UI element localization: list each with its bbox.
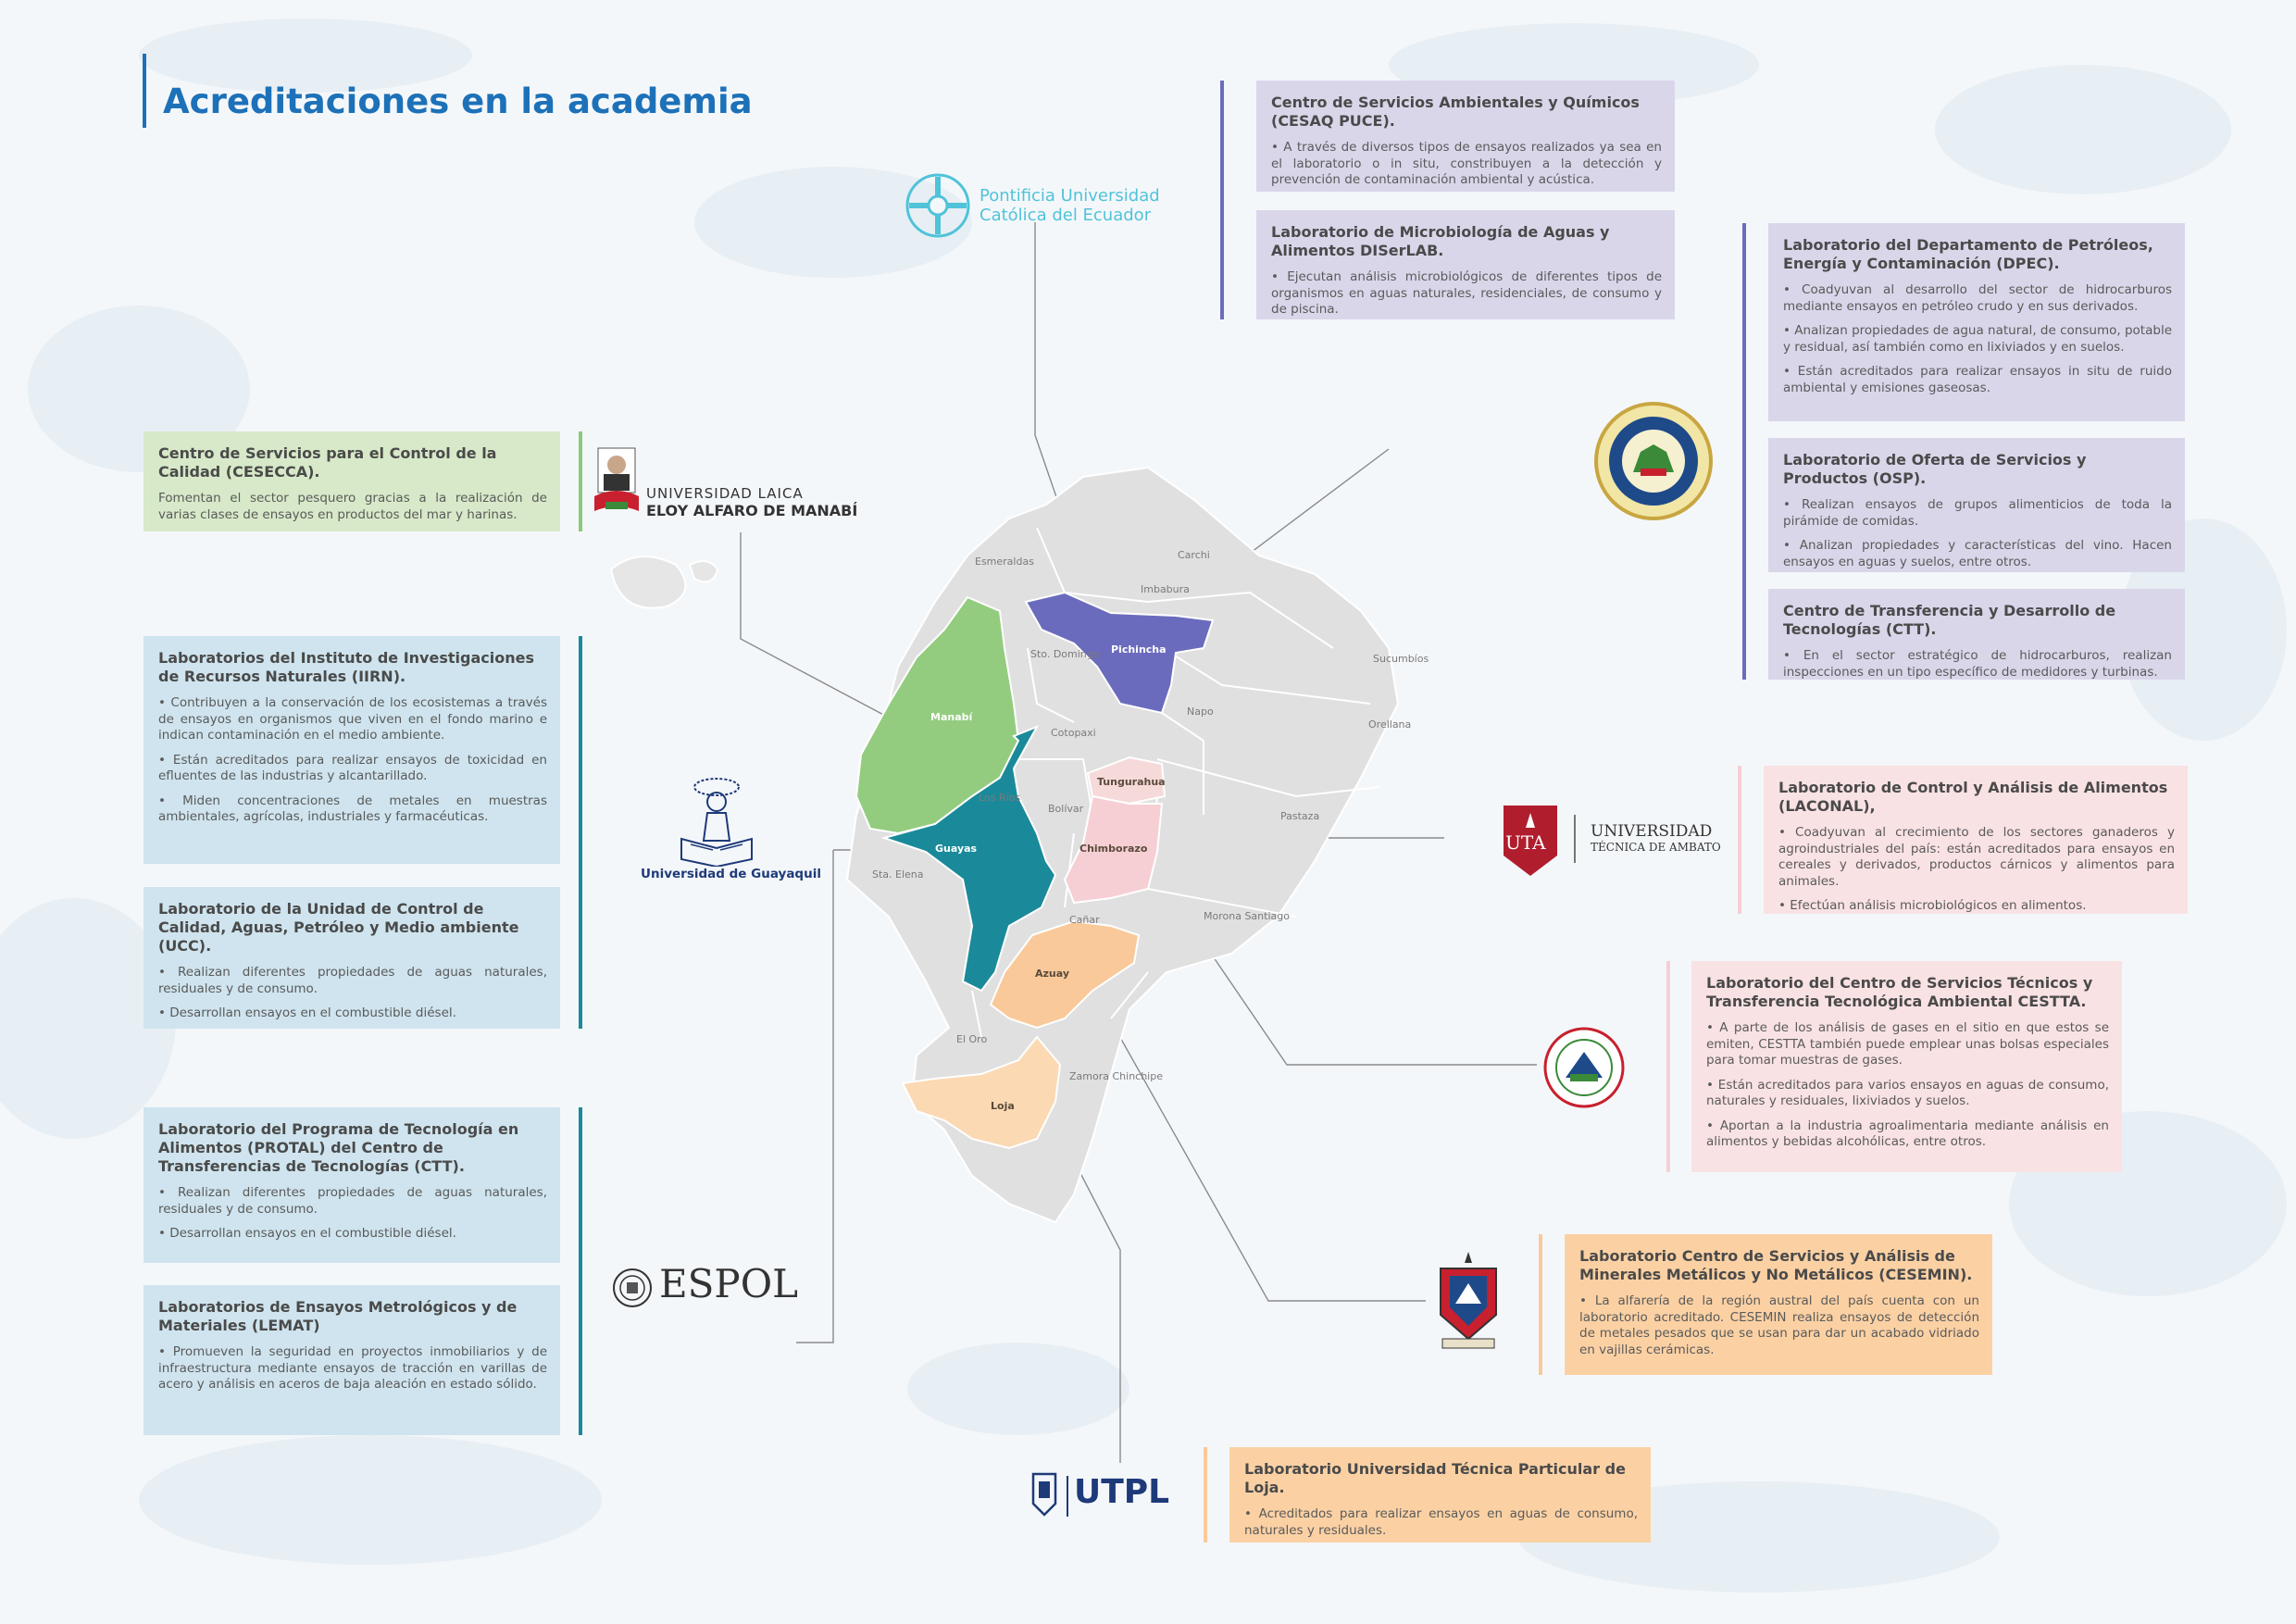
- card-item: • Desarrollan ensayos en el combustible diésel.: [158, 1226, 456, 1241]
- espol-logo-text: ESPOL: [659, 1261, 799, 1306]
- card-iirn: [144, 636, 560, 864]
- label-los-rios: Los Ríos: [979, 792, 1021, 804]
- card-accent-bar: [1220, 81, 1224, 319]
- card-title: Laboratorio de Microbiología de Aguas y Alimentos DISerLAB.: [1271, 223, 1610, 259]
- card-accent-bar: [579, 1107, 582, 1435]
- ug-logo-text: Universidad de Guayaquil: [641, 867, 821, 881]
- puce-name-line1: Pontificia Universidad: [980, 186, 1160, 206]
- card-osp: [1768, 438, 2185, 572]
- utpl-seal-icon: [1029, 1470, 1059, 1518]
- card-title: Laboratorio de Oferta de Servicios y Productos (OSP).: [1783, 451, 2087, 487]
- label-azuay: Azuay: [1035, 968, 1070, 980]
- card-item: • Aportan a la industria agroalimentaria mediante análisis en alimentos y bebidas alcohólicas, entre otros.: [1706, 1118, 2109, 1149]
- card-title: Laboratorios de Ensayos Metrológicos y de Materiales (LEMAT): [158, 1298, 518, 1334]
- card-item: • Están acreditados para realizar ensayos in situ de ruido ambiental y emisiones gaseosas.: [1783, 364, 2172, 395]
- card-lemat: [144, 1285, 560, 1435]
- label-el-oro: El Oro: [956, 1033, 988, 1045]
- label-loja: Loja: [991, 1100, 1015, 1112]
- puce-logo-text: [980, 186, 1160, 225]
- card-item: • Están acreditados para varios ensayos en aguas de consumo, naturales y residuales, lixiviados y suelos.: [1706, 1077, 2109, 1108]
- card-diserlab: [1256, 210, 1675, 319]
- label-morona-santiago: Morona Santiago: [1204, 910, 1290, 922]
- card-item: • En el sector estratégico de hidrocarburos, realizan inspecciones en un tipo específico de medidores y turbinas.: [1783, 648, 2172, 680]
- card-accent-bar: [1204, 1447, 1207, 1543]
- card-accent-bar: [579, 431, 582, 531]
- label-imbabura: Imbabura: [1141, 583, 1190, 595]
- card-dpec: [1768, 223, 2185, 421]
- card-item: • Ejecutan análisis microbiológicos de diferentes tipos de organismos en aguas naturales, residenciales, de consumo y de piscina.: [1271, 269, 1662, 317]
- card-laconal: [1764, 766, 2188, 914]
- label-tungurahua: Tungurahua: [1097, 776, 1166, 788]
- card-item: Fomentan el sector pesquero gracias a la realización de varias clases de ensayos en productos del mar y harinas.: [158, 491, 547, 522]
- card-title: Laboratorio del Centro de Servicios Técnicos y Transferencia Tecnológica Ambiental CESTTA.: [1706, 974, 2093, 1010]
- card-item: • Analizan propiedades de agua natural, de consumo, potable y residual, así también como en lixiviados y en suelos.: [1783, 323, 2172, 355]
- card-item: • Coadyuvan al desarrollo del sector de hidrocarburos mediante ensayos en petróleo crudo y en sus derivados.: [1783, 282, 2172, 314]
- card-title: Laboratorios del Instituto de Investigaciones de Recursos Naturales (IIRN).: [158, 649, 534, 685]
- card-item: • A parte de los análisis de gases en el sitio en que estos se emiten, CESTTA también puede emplear unas bolsas especiales para tomar muestras de gases.: [1706, 1020, 2109, 1068]
- card-item: • Realizan diferentes propiedades de aguas naturales, residuales y de consumo.: [158, 1185, 547, 1217]
- uleam-name-line1: UNIVERSIDAD LAICA: [646, 485, 804, 502]
- uce-seal-icon: [1592, 400, 1715, 522]
- label-manabi: Manabí: [930, 711, 973, 723]
- uleam-logo-text: [646, 485, 857, 519]
- card-ctt: [1768, 589, 2185, 680]
- card-cesemin: [1565, 1234, 1992, 1375]
- card-item: • La alfarería de la región austral del país cuenta con un laboratorio acreditado. CESEMIN realiza ensayos de detección de metales pesados que se usan para dar un acabado vidriado en vajillas cerámicas.: [1579, 1293, 1979, 1357]
- uta-name-line2: TÉCNICA DE AMBATO: [1591, 841, 1721, 854]
- card-title: Centro de Servicios para el Control de la Calidad (CESECCA).: [158, 444, 497, 481]
- card-item: • Contribuyen a la conservación de los ecosistemas a través de ensayos en organismos que viven en el fondo marino e indican contaminación en el medio ambiente.: [158, 695, 547, 743]
- label-zamora-chinchipe: [1069, 1070, 1163, 1082]
- card-item: • Acreditados para realizar ensayos en aguas de consumo, naturales y residuales.: [1244, 1506, 1638, 1538]
- espoch-seal-icon: [1542, 1026, 1626, 1109]
- uleam-name-line2: ELOY ALFARO DE MANABÍ: [646, 502, 858, 519]
- card-item: • Miden concentraciones de metales en muestras ambientales, agrícolas, industriales y farmacéuticas.: [158, 793, 547, 824]
- card-title: Laboratorio de Control y Análisis de Alimentos (LACONAL),: [1778, 779, 2168, 815]
- label-cotopaxi: Cotopaxi: [1051, 727, 1096, 739]
- card-cesecca: [144, 431, 560, 531]
- utpl-logo-text: UTPL: [1074, 1473, 1170, 1511]
- label-chimborazo: Chimborazo: [1079, 843, 1148, 855]
- card-item: • Desarrollan ensayos en el combustible diésel.: [158, 1006, 456, 1020]
- label-zamora-chinchipe-text: Zamora Chinchipe: [1069, 1070, 1163, 1082]
- card-item: • Están acreditados para realizar ensayos de toxicidad en efluentes de las industrias y alcantarillado.: [158, 752, 547, 783]
- card-title: Laboratorio del Programa de Tecnología en Alimentos (PROTAL) del Centro de Transferencias de Tecnologías (CTT).: [158, 1120, 519, 1175]
- card-protal: [144, 1107, 560, 1263]
- label-sto-domingo: Sto. Domingo: [1030, 648, 1100, 660]
- espol-seal-icon: [611, 1267, 654, 1309]
- card-title: Laboratorio de la Unidad de Control de Calidad, Aguas, Petróleo y Medio ambiente (UCC).: [158, 900, 519, 955]
- card-item: • Realizan diferentes propiedades de aguas naturales, residuales y de consumo.: [158, 965, 547, 996]
- card-accent-bar: [1742, 223, 1746, 680]
- card-utpl: [1229, 1447, 1651, 1543]
- card-item: • Efectúan análisis microbiológicos en alimentos.: [1778, 898, 2087, 913]
- card-item: • A través de diversos tipos de ensayos realizados ya sea en el laboratorio o in situ, constribuyen a la detección y prevención de contaminación ambiental y acústica.: [1271, 140, 1662, 187]
- card-item: • Promueven la seguridad en proyectos inmobiliarios y de infraestructura mediante ensayos de tracción en varillas de acero y análisis en aceros de baja aleación en estado sólido.: [158, 1344, 547, 1392]
- card-item: • Analizan propiedades y características del vino. Hacen ensayos en aguas y suelos, entre otros.: [1783, 538, 2172, 569]
- label-sucumbios: Sucumbíos: [1373, 653, 1429, 665]
- label-canar: Cañar: [1069, 914, 1100, 926]
- utpl-divider: [1067, 1476, 1068, 1517]
- card-cesaq: [1256, 81, 1675, 192]
- card-accent-bar: [1738, 766, 1741, 914]
- uta-logo-text: [1591, 822, 1721, 854]
- label-pichincha: Pichincha: [1111, 643, 1167, 656]
- card-item: • Realizan ensayos de grupos alimenticios de toda la pirámide de comidas.: [1783, 497, 2172, 529]
- puce-name-line2: Católica del Ecuador: [980, 206, 1152, 225]
- islands-shape: [611, 556, 718, 608]
- label-carchi: Carchi: [1178, 549, 1210, 561]
- uta-divider: [1574, 815, 1576, 863]
- card-accent-bar: [1666, 961, 1670, 1172]
- card-accent-bar: [1539, 1234, 1542, 1375]
- label-pastaza: Pastaza: [1280, 810, 1320, 822]
- card-title: Laboratorio del Departamento de Petróleos, Energía y Contaminación (DPEC).: [1783, 236, 2153, 272]
- card-item: • Coadyuvan al crecimiento de los sectores ganaderos y agroindustriales del país: están acreditados para ensayos en cereales y derivados, productos cárnicos y alimentos para animales.: [1778, 825, 2175, 889]
- label-napo: Napo: [1187, 706, 1214, 718]
- uleam-logo-icon: [593, 444, 641, 518]
- label-guayas: Guayas: [935, 843, 978, 855]
- puce-logo-icon: [903, 169, 973, 242]
- label-sta-elena: Sta. Elena: [872, 868, 924, 881]
- ug-logo-icon: [672, 774, 761, 867]
- card-ucc: [144, 887, 560, 1029]
- card-title: Centro de Servicios Ambientales y Químicos (CESAQ PUCE).: [1271, 94, 1640, 130]
- page-title: Acreditaciones en la academia: [163, 81, 753, 121]
- card-title: Laboratorio Centro de Servicios y Análisis de Minerales Metálicos y No Metálicos (CESEMIN).: [1579, 1247, 1973, 1283]
- card-title: Laboratorio Universidad Técnica Particular de Loja.: [1244, 1460, 1626, 1496]
- label-orellana: Orellana: [1368, 718, 1412, 731]
- card-accent-bar: [579, 636, 582, 1029]
- label-bolivar: Bolívar: [1048, 803, 1084, 815]
- uta-name-line1: UNIVERSIDAD: [1591, 822, 1713, 841]
- uta-abbr: UTA: [1505, 831, 1546, 854]
- label-esmeraldas: Esmeraldas: [975, 556, 1034, 568]
- card-cestta: [1691, 961, 2122, 1172]
- ucuenca-seal-icon: [1433, 1250, 1504, 1352]
- card-title: Centro de Transferencia y Desarrollo de Tecnologías (CTT).: [1783, 602, 2116, 638]
